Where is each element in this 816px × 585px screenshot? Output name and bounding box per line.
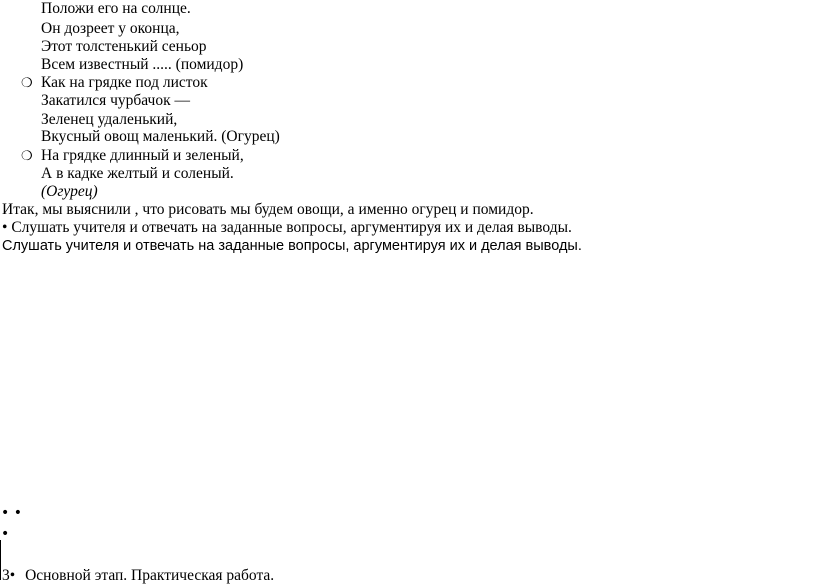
- stage-bullet-icon: •: [9, 567, 16, 584]
- poem-line: Зеленец удаленький,: [41, 111, 178, 128]
- conclusion-text: Итак, мы выяснили , что рисовать мы будем овощи, а именно огурец и помидор.: [2, 201, 534, 218]
- stage-heading: [2, 567, 274, 585]
- poem-line: На грядке длинный и зеленый,: [41, 147, 244, 164]
- poem-line: Как на грядке под листок: [41, 74, 208, 91]
- riddle-marker-icon: ❍: [21, 148, 33, 163]
- riddle-marker-icon: ❍: [21, 75, 33, 90]
- bullet-icon: •: [2, 219, 8, 236]
- poem-line: Он дозреет у оконца,: [41, 20, 180, 37]
- bullet-item: [2, 219, 572, 237]
- instruction-text: Слушать учителя и отвечать на заданные вопросы, аргументируя их и делая выводы.: [2, 238, 582, 254]
- poem-line: Положи его на солнце.: [41, 0, 191, 17]
- poem-line: Этот толстенький сеньор: [41, 38, 207, 55]
- poem-line: Вкусный овощ маленький. (Огурец): [41, 128, 280, 145]
- poem-line: Закатился чурбачок —: [41, 92, 190, 109]
- riddle-answer: (Огурец): [41, 183, 98, 200]
- stage-title: Основной этап. Практическая работа.: [25, 567, 275, 584]
- poem-line: А в кадке желтый и соленый.: [41, 165, 234, 182]
- margin-rule: [0, 540, 1, 580]
- bullet-text: Слушать учителя и отвечать на заданные вопросы, аргументируя их и делая выводы.: [11, 219, 572, 236]
- stray-bullet: •: [1, 526, 10, 542]
- stage-number: 3: [2, 567, 10, 584]
- poem-line: Всем известный ..... (помидор): [41, 56, 244, 73]
- stray-bullets-row: • •: [1, 505, 22, 521]
